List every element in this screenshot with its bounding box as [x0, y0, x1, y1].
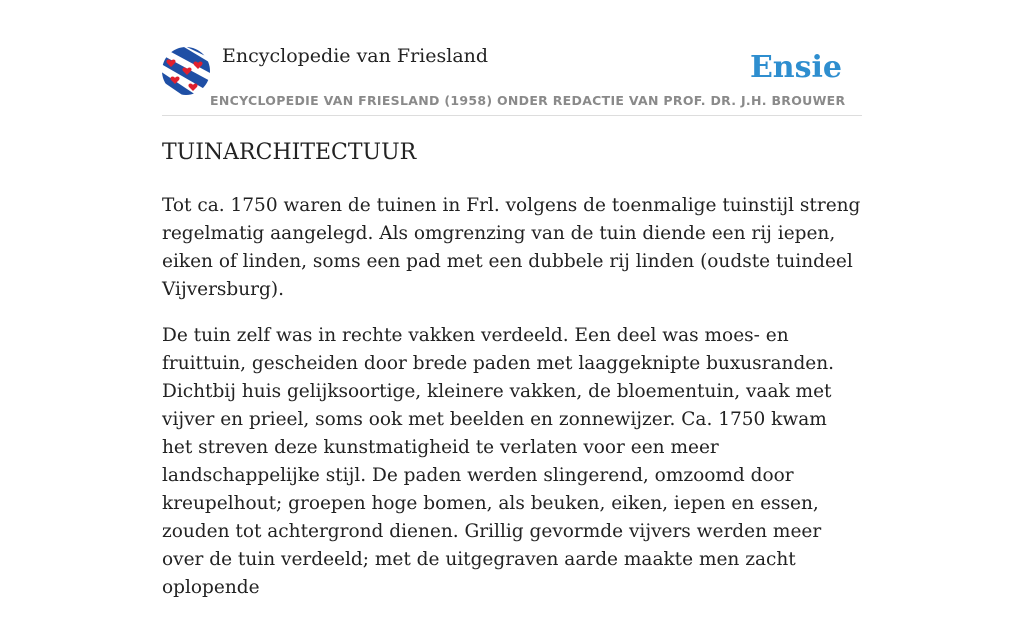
article-paragraph: Tot ca. 1750 waren de tuinen in Frl. volgens de toenmalige tuinstijl streng regelmatig aangelegd. Als omgrenzing van de tuin diende een rij iepen, eiken of linden, soms een pad met een dubbele rij linden (oudste tuindeel Vijversburg). [162, 195, 861, 300]
site-subtitle: ENCYCLOPEDIE VAN FRIESLAND (1958) ONDER REDACTIE VAN PROF. DR. J.H. BROUWER [210, 93, 846, 108]
frisian-flag-icon[interactable] [162, 47, 210, 95]
article-title: TUINARCHITECTUUR [162, 140, 417, 165]
ensie-logo[interactable]: Ensie [749, 50, 842, 85]
site-title[interactable]: Encyclopedie van Friesland [222, 45, 489, 67]
page [162, 0, 862, 598]
article-body [162, 192, 862, 620]
site-header [162, 0, 862, 116]
article-paragraph: De tuin zelf was in rechte vakken verdeeld. Een deel was moes- en fruittuin, gescheiden door brede paden met laaggeknipte buxusranden. Dichtbij huis gelijksoortige, kleinere vakken, de bloementuin, vaak met vijver en prieel, soms ook met beelden en zonnewijzer. Ca. 1750 kwam het streven deze kunstmatigheid te verlaten voor een meer landschappelijke stijl. De paden werden slingerend, omzoomd door kreupelhout; groepen hoge bomen, als beuken, eiken, iepen en essen, zouden tot achtergrond dienen. Grillig gevormde vijvers werden meer over de tuin verdeeld; met de uitgegraven aarde maakte men zacht oplopende [162, 325, 835, 598]
